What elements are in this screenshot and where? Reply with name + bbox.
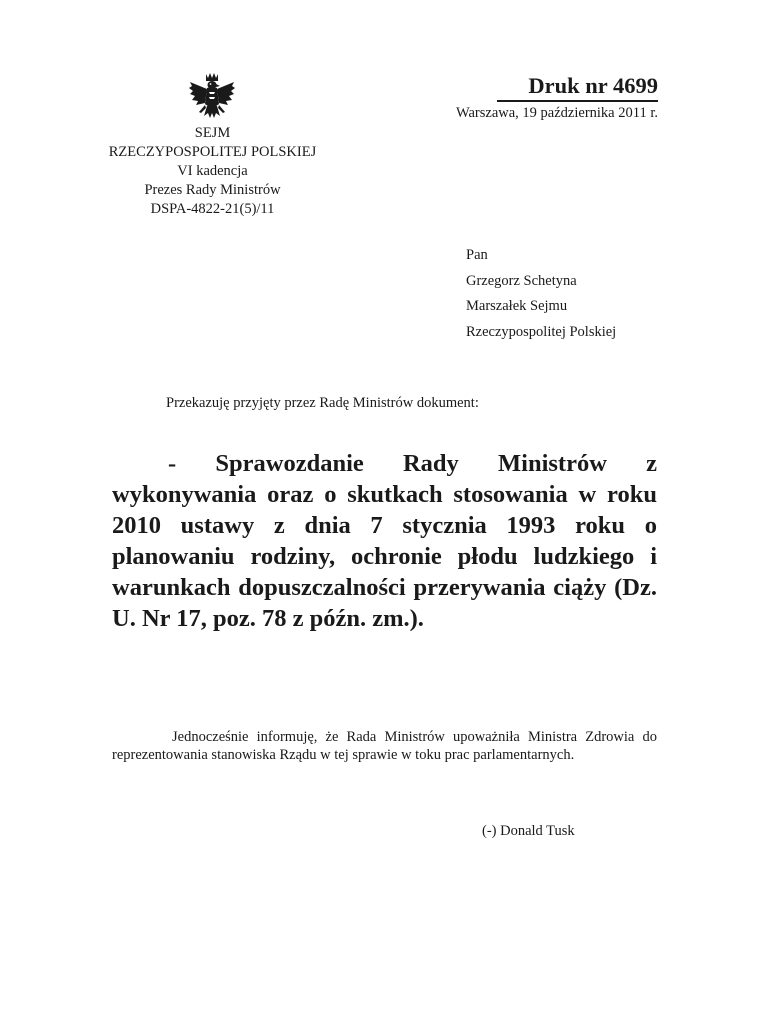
recipient-line-name: Grzegorz Schetyna	[466, 272, 577, 289]
institution-line-kadencja: VI kadencja	[177, 163, 248, 179]
reference-number: DSPA-4822-21(5)/11	[150, 201, 275, 217]
druk-number: Druk nr 4699	[497, 72, 658, 102]
document-title: - Sprawozdanie Rady Ministrów z wykonywania oraz o skutkach stosowania w roku 2010 ustawy z dnia 7 stycznia 1993 roku o planowaniu rodziny, ochronie płodu ludzkiego i warunkach dopuszczalności przerywania ciąży (Dz. U. Nr 17, poz. 78 z późn. zm.).	[112, 450, 657, 632]
institution-line-prezes: Prezes Rady Ministrów	[144, 182, 281, 198]
intro-sentence: Przekazuję przyjęty przez Radę Ministrów dokument:	[166, 395, 479, 411]
date-line: Warszawa, 19 października 2011 r.	[455, 105, 658, 121]
institution-line-sejm: SEJM	[194, 125, 231, 141]
institution-line-rzeczypospolitej: RZECZYPOSPOLITEJ POLSKIEJ	[108, 144, 317, 160]
institution-header	[70, 124, 355, 219]
recipient-line-salutation: Pan	[466, 247, 488, 263]
authorization-note: Jednocześnie informuję, że Rada Ministrów upoważniła Ministra Zdrowia do reprezentowania stanowiska Rządu w tej sprawie w toku prac parlamentarnych.	[112, 729, 657, 763]
eagle-emblem-icon	[188, 72, 236, 124]
recipient-line-country: Rzeczypospolitej Polskiej	[466, 323, 617, 340]
recipient-block	[466, 243, 616, 345]
signature: (-) Donald Tusk	[482, 823, 575, 839]
recipient-line-title: Marszałek Sejmu	[466, 298, 568, 314]
